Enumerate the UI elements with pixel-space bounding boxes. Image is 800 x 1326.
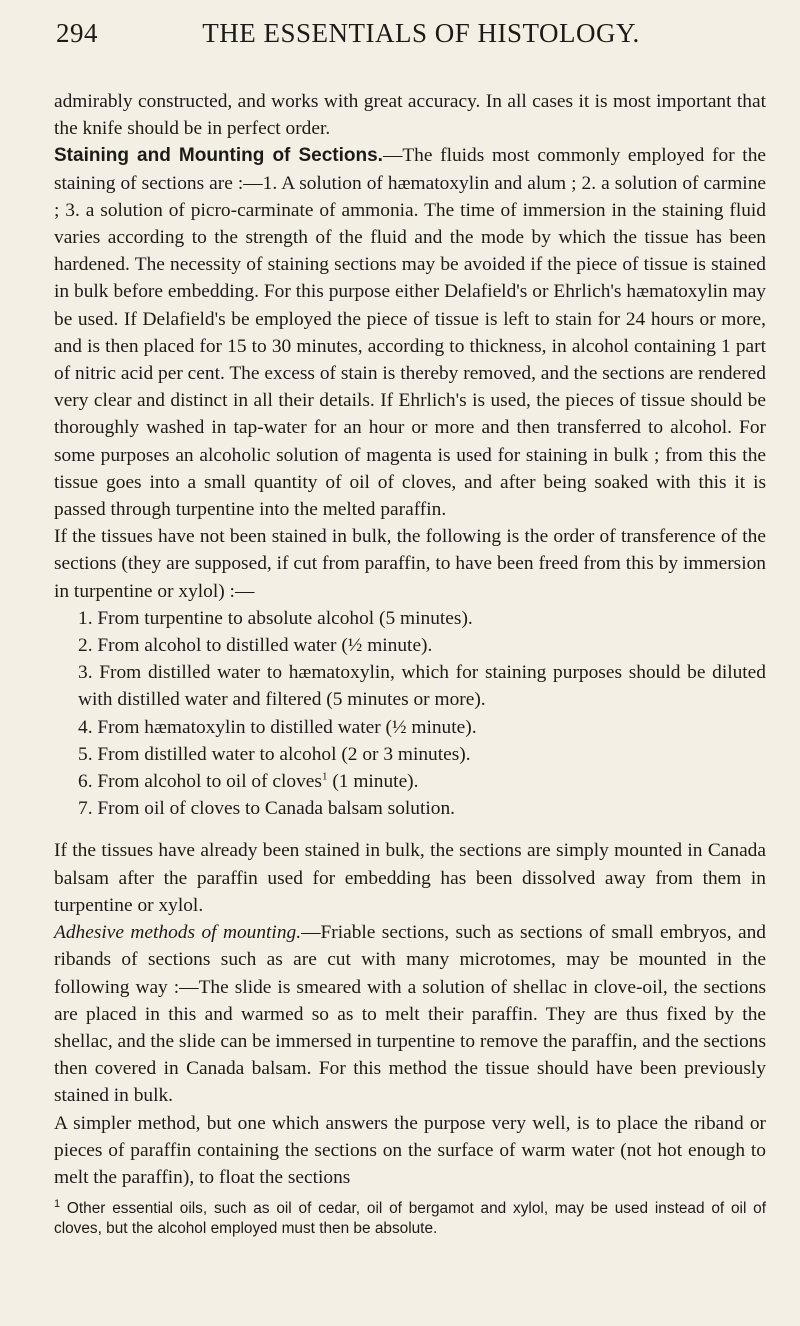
- paragraph-1: admirably constructed, and works with great accuracy. In all cases it is most important that the knife should be in perfect order.: [54, 91, 766, 140]
- paragraph-adhesive: [54, 919, 766, 1109]
- step-item: 3. From distilled water to hæmatoxylin, which for staining purposes should be diluted with distilled water and filtered (5 minutes or more).: [78, 662, 766, 711]
- step-item: [54, 768, 766, 795]
- running-head: [54, 18, 766, 62]
- paragraph-simpler-method: A simpler method, but one which answers the purpose very well, is to place the riband or pieces of paraffin containing the sections on the surface of warm water (not hot enough to melt the paraffin), to float the sections: [54, 1112, 766, 1188]
- footnote-marker: 1: [54, 1198, 61, 1210]
- paragraph-stained-bulk: If the tissues have already been stained in bulk, the sections are simply mounted in Canada balsam after the paraffin used for embedding has been dissolved away from them in turpentine or xylol.: [54, 840, 766, 916]
- step-item: 2. From alcohol to distilled water (½ minute).: [78, 635, 433, 657]
- step-item: 5. From distilled water to alcohol (2 or 3 minutes).: [78, 743, 471, 765]
- running-title: THE ESSENTIALS OF HISTOLOGY.: [202, 18, 640, 48]
- paragraph-order: If the tissues have not been stained in bulk, the following is the order of transference of the sections (they are supposed, if cut from paraffin, to have been freed from this by immersion in turpentine or xylol) :—: [54, 526, 766, 602]
- footnote-text: Other essential oils, such as oil of cedar, oil of bergamot and xylol, may be used instead of oil of cloves, but the alcohol employed must then be absolute.: [54, 1200, 766, 1237]
- spacer: [54, 822, 766, 837]
- page-number: 294: [56, 18, 98, 48]
- footnote-reference: 1: [321, 770, 328, 783]
- section-heading-staining: Staining and Mounting of Sections.: [54, 145, 383, 167]
- paragraph-adhesive-text: —Friable sections, such as sections of small embryos, and ribands of sections such as are cut with many microtomes, may be mounted in the following way :—The slide is smeared with a solution of shellac in clove-oil, the sections are placed in this and warmed so as to melt their paraffin. They are thus fixed by the shellac, and the slide can be immersed in turpentine to remove the paraffin, and the sections then covered in Canada balsam. For this method the tissue should have been previously stained in bulk.: [54, 922, 767, 1107]
- step-item: 1. From turpentine to absolute alcohol (5 minutes).: [78, 607, 473, 629]
- footnote: [54, 1199, 766, 1238]
- transference-steps: [54, 605, 766, 823]
- body-text: [54, 88, 766, 1191]
- paragraph-staining: [54, 142, 766, 523]
- step-text-after: (1 minute).: [327, 771, 419, 793]
- step-text: 6. From alcohol to oil of cloves: [78, 771, 322, 793]
- paragraph-staining-text: —The fluids most commonly employed for the staining of sections are :—1. A solution of hæmatoxylin and alum ; 2. a solution of carmine ; 3. a solution of picro-carminate of ammonia. The time of immersion in the staining fluid varies according to the strength of the fluid and the mode by which the tissue has been hardened. The necessity of staining sections may be avoided if the piece of tissue is stained in bulk before embedding. For this purpose either Delafield's or Ehrlich's hæmatoxylin may be used. If Delafield's be employed the piece of tissue is left to stain for 24 hours or more, and is then placed for 15 to 30 minutes, according to thickness, in alcohol containing 1 part of nitric acid per cent. The excess of stain is thereby removed, and the sections are rendered very clear and distinct in all their details. If Ehrlich's is used, the pieces of tissue should be thoroughly washed in tap-water for an hour or more and then transferred to alcohol. For some purposes an alcoholic solution of magenta is used for staining in bulk ; from this the tissue goes into a small quantity of oil of cloves, and after being soaked with this it is passed through turpentine into the melted paraffin.: [54, 145, 766, 521]
- section-heading-adhesive: Adhesive methods of mounting.: [54, 922, 302, 944]
- step-item: 4. From hæmatoxylin to distilled water (½ minute).: [78, 716, 477, 738]
- step-item: 7. From oil of cloves to Canada balsam solution.: [78, 798, 455, 820]
